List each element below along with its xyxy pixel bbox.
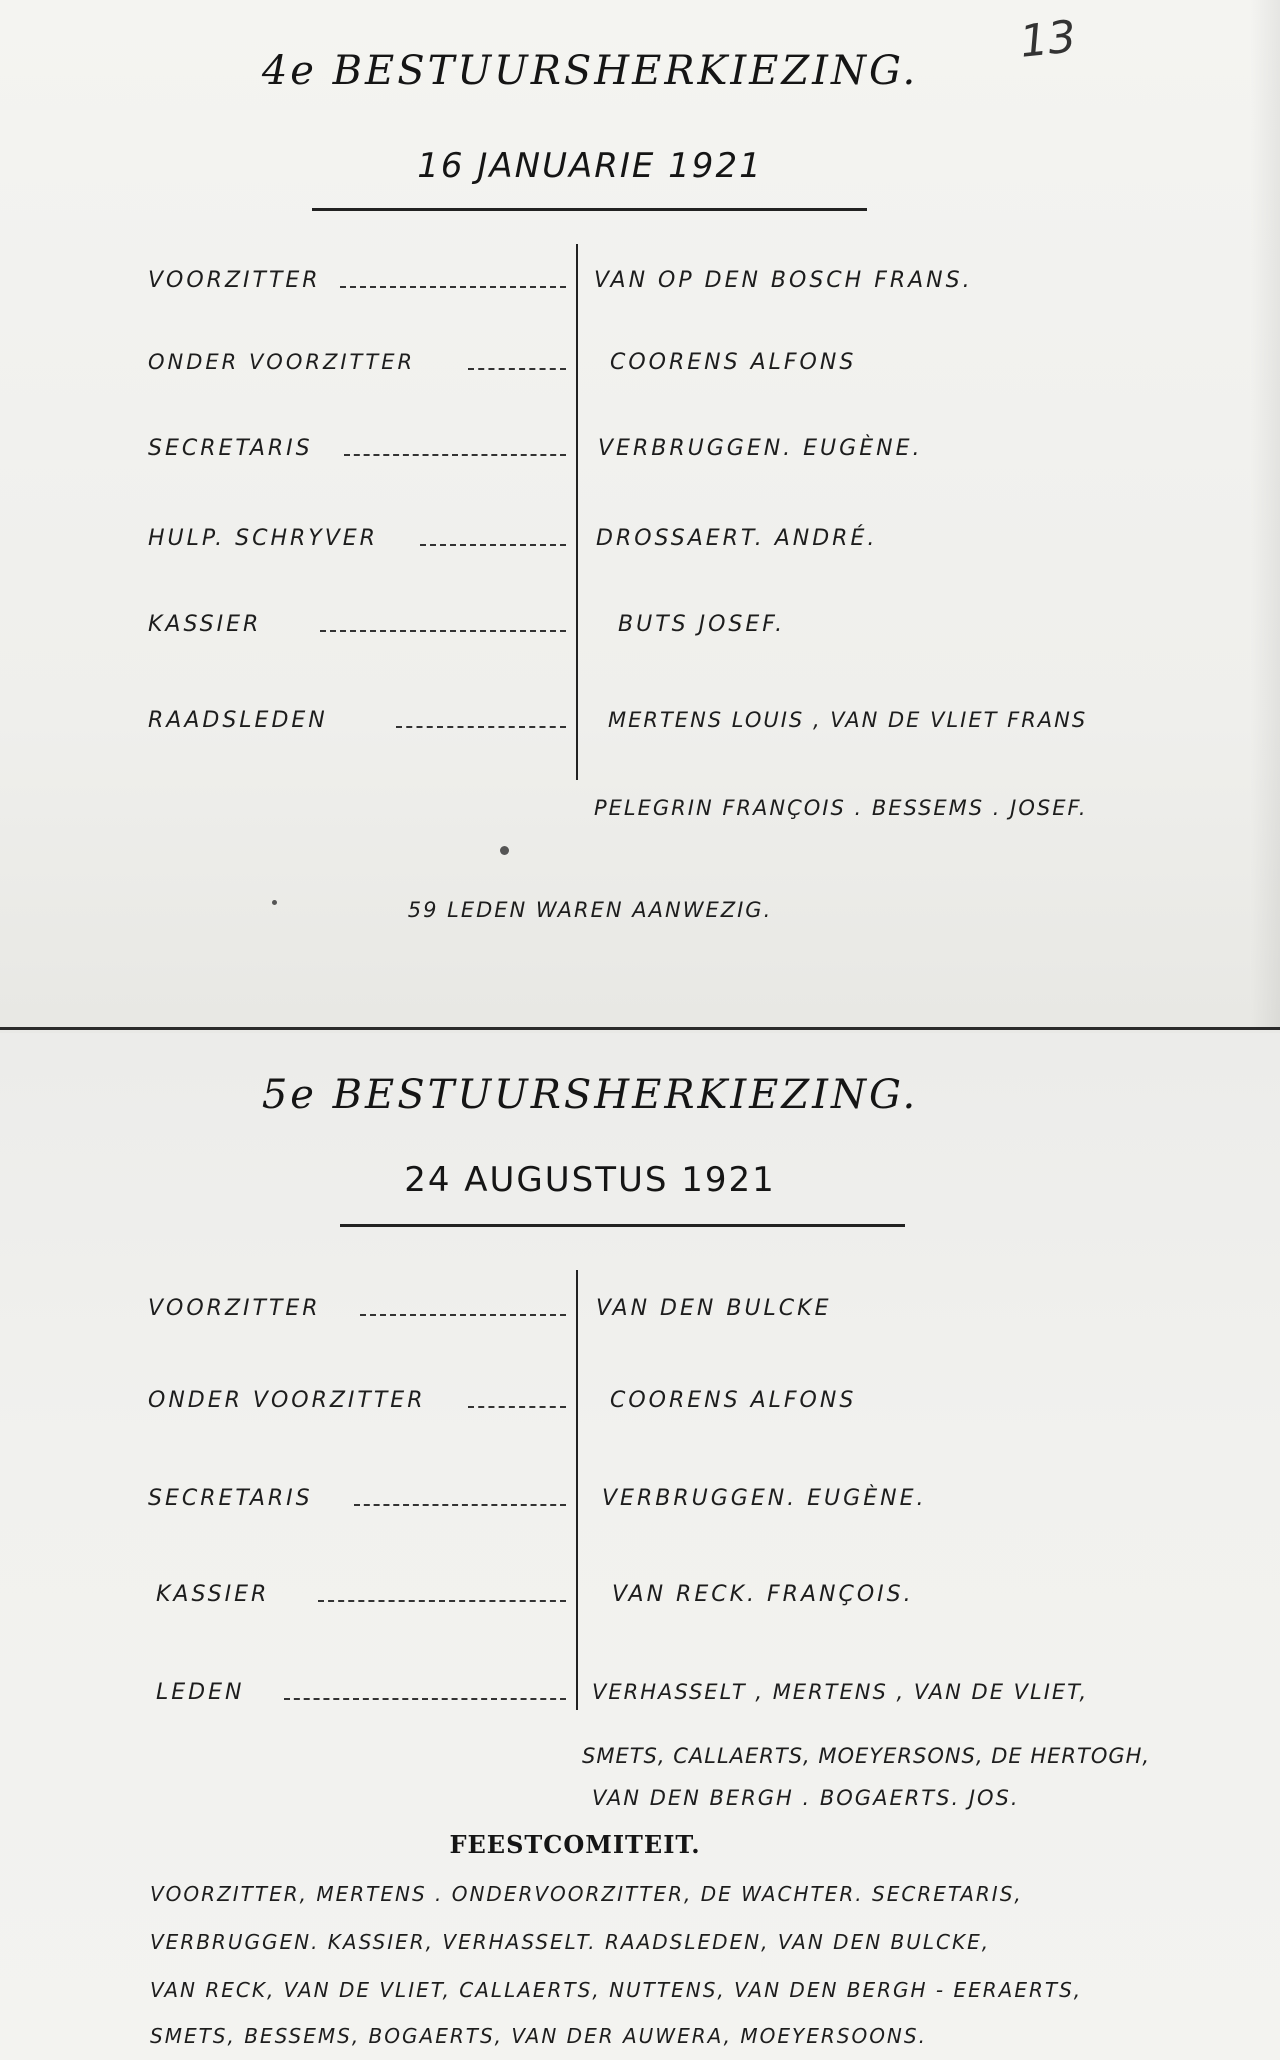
- role-label: LEDEN: [156, 1680, 245, 1705]
- role-label: ONDER VOORZITTER: [148, 350, 416, 374]
- member-name: MERTENS LOUIS , VAN DE VLIET FRANS: [608, 708, 1088, 732]
- second-election-title: 5e BESTUURSHERKIEZING.: [261, 1072, 919, 1118]
- first-election-title: 4e BESTUURSHERKIEZING.: [261, 48, 919, 94]
- member-name: COORENS ALFONS: [610, 1388, 857, 1413]
- member-name: COORENS ALFONS: [610, 350, 857, 375]
- second-title-underline: [340, 1224, 905, 1227]
- page-shadow: [1250, 0, 1280, 1030]
- leader-dots: [468, 368, 566, 370]
- first-row-voorzitter: [0, 268, 1280, 302]
- role-label: KASSIER: [156, 1582, 270, 1607]
- leader-dots: [360, 1314, 566, 1316]
- role-label: VOORZITTER: [148, 1296, 321, 1321]
- role-label: RAADSLEDEN: [148, 708, 328, 733]
- role-label: ONDER VOORZITTER: [148, 1388, 426, 1413]
- first-row-raadsleden: [0, 708, 1280, 742]
- second-row-voorzitter: [0, 1296, 1280, 1330]
- member-name: VAN RECK. FRANÇOIS.: [612, 1582, 914, 1607]
- second-row-kassier: [0, 1582, 1280, 1616]
- ink-speck: [272, 900, 277, 905]
- first-title-underline: [312, 208, 867, 211]
- leden-continued-2: VAN DEN BERGH . BOGAERTS. JOS.: [592, 1786, 1020, 1810]
- first-row-onder-voorzitter: [0, 350, 1280, 384]
- role-label: SECRETARIS: [148, 1486, 313, 1511]
- member-name: VERBRUGGEN. EUGÈNE.: [602, 1486, 927, 1511]
- first-row-hulp-schryver: [0, 526, 1280, 560]
- attendance-note: 59 LEDEN WAREN AANWEZIG.: [407, 898, 773, 922]
- leden-continued-1: SMETS, CALLAERTS, MOEYERSONS, DE HERTOGH,: [582, 1744, 1151, 1768]
- second-row-secretaris: [0, 1486, 1280, 1520]
- member-name: VERHASSELT , MERTENS , VAN DE VLIET,: [592, 1680, 1089, 1704]
- leader-dots: [468, 1406, 566, 1408]
- feestcomiteit-line-4: SMETS, BESSEMS, BOGAERTS, VAN DER AUWERA, MOEYERSOONS.: [150, 2024, 927, 2048]
- feestcomiteit-line-1: VOORZITTER, MERTENS . ONDERVOORZITTER, DE WACHTER. SECRETARIS,: [150, 1882, 1023, 1906]
- member-name: BUTS JOSEF.: [618, 612, 786, 637]
- leader-dots: [284, 1698, 566, 1700]
- second-row-leden: [0, 1680, 1280, 1714]
- feestcomiteit-line-3: VAN RECK, VAN DE VLIET, CALLAERTS, NUTTENS, VAN DEN BERGH - EERAERTS,: [150, 1978, 1083, 2002]
- member-name: DROSSAERT. ANDRÉ.: [596, 526, 878, 551]
- first-row-kassier: [0, 612, 1280, 646]
- feestcomiteit-heading: FEESTCOMITEIT.: [449, 1830, 701, 1859]
- page-number: 13: [1017, 11, 1079, 68]
- role-label: KASSIER: [148, 612, 262, 637]
- leader-dots: [396, 726, 566, 728]
- feestcomiteit-line-2: VERBRUGGEN. KASSIER, VERHASSELT. RAADSLEDEN, VAN DEN BULCKE,: [150, 1930, 991, 1954]
- ink-speck: [500, 846, 509, 855]
- first-row-secretaris: [0, 436, 1280, 470]
- first-election-date: 16 JANUARIE 1921: [417, 146, 763, 186]
- second-row-onder-voorzitter: [0, 1388, 1280, 1422]
- member-name: VAN DEN BULCKE: [596, 1296, 832, 1321]
- role-label: HULP. SCHRYVER: [148, 526, 378, 551]
- role-label: VOORZITTER: [148, 268, 321, 293]
- leader-dots: [320, 630, 566, 632]
- leader-dots: [420, 544, 566, 546]
- leader-dots: [318, 1600, 566, 1602]
- second-election-date: 24 AUGUSTUS 1921: [404, 1160, 776, 1200]
- leader-dots: [354, 1504, 566, 1506]
- role-label: SECRETARIS: [148, 436, 313, 461]
- member-name: VERBRUGGEN. EUGÈNE.: [598, 436, 923, 461]
- leader-dots: [344, 454, 566, 456]
- leader-dots: [340, 286, 566, 288]
- member-name: VAN OP DEN BOSCH FRANS.: [594, 268, 973, 293]
- first-column-divider: [576, 244, 578, 780]
- first-raadsleden-continued: PELEGRIN FRANÇOIS . BESSEMS . JOSEF.: [594, 796, 1088, 820]
